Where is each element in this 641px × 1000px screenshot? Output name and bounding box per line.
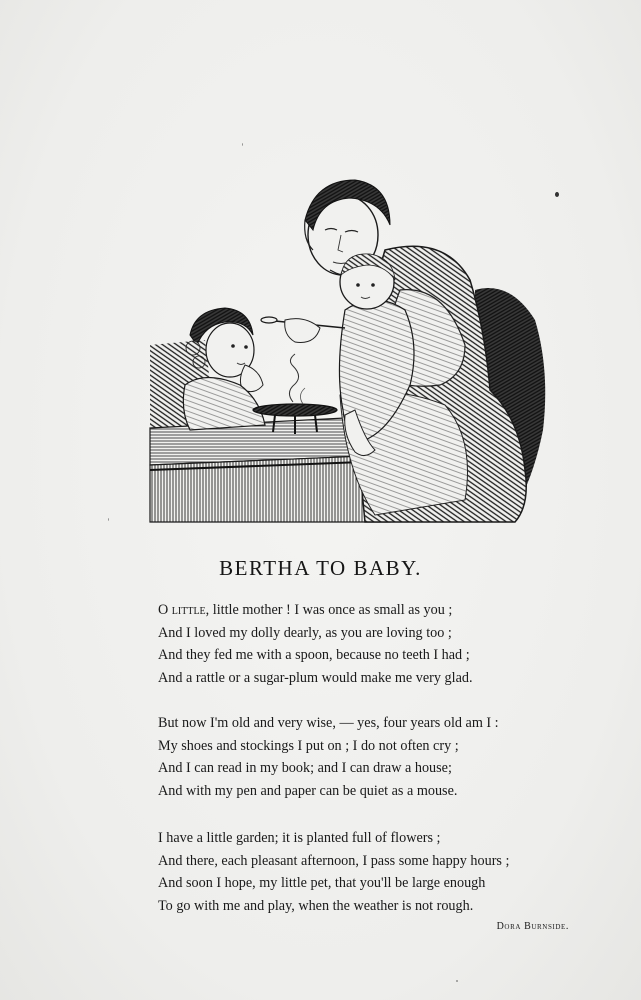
stanza-1: [158, 599, 578, 689]
engraving-illustration: [145, 170, 550, 525]
poem-line: My shoes and stockings I put on ; I do not often cry ;: [158, 737, 459, 754]
poem-line: [158, 599, 578, 622]
first-line-rest: little mother ! I was once as small as you ;: [209, 602, 453, 618]
first-word: O little,: [158, 602, 210, 618]
poem-line: I have a little garden; it is planted full of flowers ;: [158, 830, 441, 846]
page-speck: [555, 192, 559, 197]
poem-line: And they fed me with a spoon, because no teeth I had ;: [158, 647, 470, 664]
poem-line: To go with me and play, when the weather is not rough.: [158, 897, 474, 914]
poem-title: BERTHA TO BABY.: [219, 556, 422, 580]
author-credit: Dora Burnside.: [496, 921, 569, 932]
poem-line: And I can read in my book; and I can draw a house;: [158, 760, 452, 777]
poem-line: And a rattle or a sugar-plum would make me very glad.: [158, 669, 473, 686]
poem-line: But now I'm old and very wise, — yes, four years old am I :: [158, 715, 499, 731]
stanza-3: [158, 827, 578, 917]
poem-line: And I loved my dolly dearly, as you are loving too ;: [158, 624, 452, 641]
poem-line: And there, each pleasant afternoon, I pass some happy hours ;: [158, 852, 510, 869]
page-speck: [242, 143, 243, 146]
page-speck: [108, 518, 109, 521]
poem-line: And with my pen and paper can be quiet as a mouse.: [158, 782, 458, 799]
page-speck: [456, 980, 458, 982]
poem-line: And soon I hope, my little pet, that you'll be large enough: [158, 875, 486, 892]
stanza-2: [158, 712, 578, 802]
